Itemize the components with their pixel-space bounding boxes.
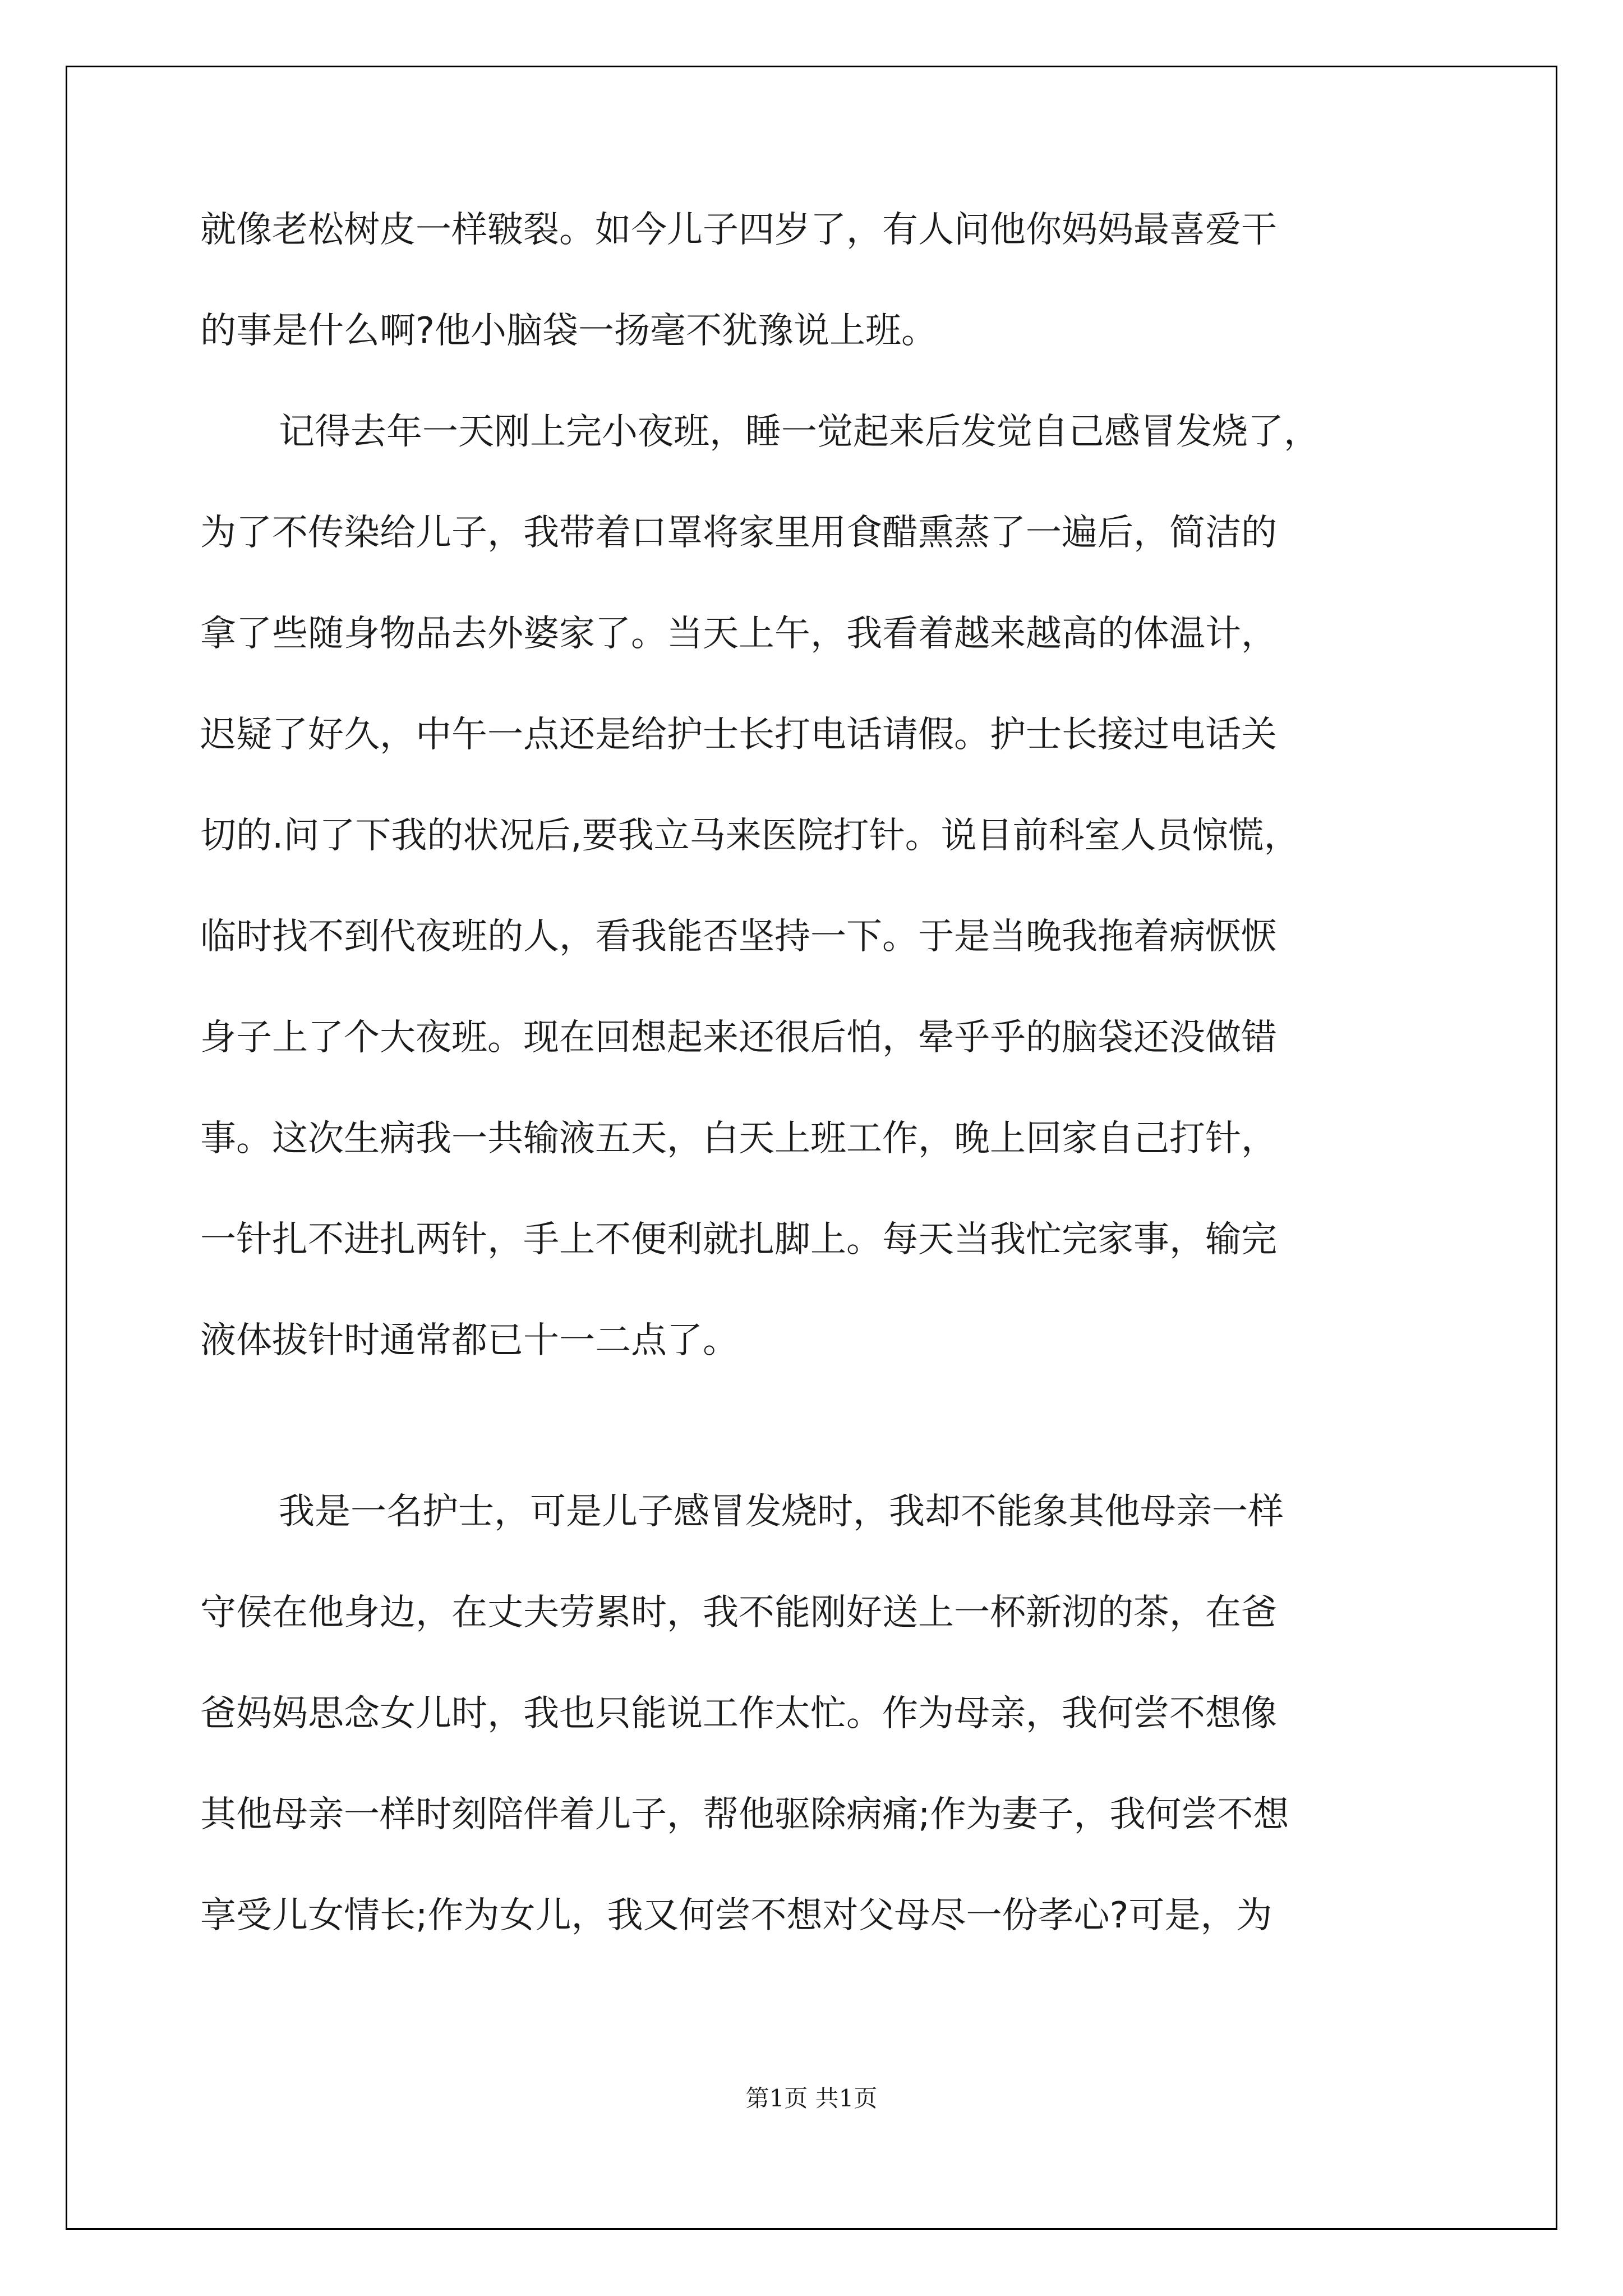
text-line: 事。这次生病我一共输液五天，白天上班工作，晚上回家自己打针， (200, 1118, 1277, 1159)
text-line: 临时找不到代夜班的人，看我能否坚持一下。于是当晚我拖着病恹恹 (200, 916, 1277, 958)
page-number-footer: 第1页 共1页 (745, 2085, 878, 2112)
text-line: 迟疑了好久，中午一点还是给护士长打电话请假。护士长接过电话关 (200, 714, 1277, 756)
text-line: 就像老松树皮一样皲裂。如今儿子四岁了，有人问他你妈妈最喜爱干 (200, 209, 1277, 251)
text-line: 爸妈妈思念女儿时，我也只能说工作太忙。作为母亲，我何尝不想像 (200, 1693, 1277, 1734)
text-line: 的事是什么啊?他小脑袋一扬毫不犹豫说上班。 (200, 310, 937, 352)
text-line: 我是一名护士，可是儿子感冒发烧时，我却不能象其他母亲一样 (279, 1491, 1284, 1533)
text-line: 守侯在他身边，在丈夫劳累时，我不能刚好送上一杯新沏的茶，在爸 (200, 1592, 1277, 1634)
text-line: 液体拔针时通常都已十一二点了。 (200, 1320, 739, 1361)
text-line: 为了不传染给儿子，我带着口罩将家里用食醋熏蒸了一遍后，简洁的 (200, 512, 1277, 554)
text-line: 身子上了个大夜班。现在回想起来还很后怕，晕乎乎的脑袋还没做错 (200, 1017, 1277, 1059)
text-line: 拿了些随身物品去外婆家了。当天上午，我看着越来越高的体温计， (200, 613, 1277, 655)
text-line: 享受儿女情长;作为女儿，我又何尝不想对父母尽一份孝心?可是，为 (200, 1895, 1272, 1936)
text-line: 切的.问了下我的状况后,要我立马来医院打针。说目前科室人员惊慌， (200, 815, 1300, 857)
text-line: 一针扎不进扎两针，手上不便利就扎脚上。每天当我忙完家事，输完 (200, 1219, 1277, 1260)
text-line: 记得去年一天刚上完小夜班，睡一觉起来后发觉自己感冒发烧了， (279, 411, 1320, 453)
text-line: 其他母亲一样时刻陪伴着儿子，帮他驱除病痛;作为妻子，我何尝不想 (200, 1794, 1289, 1835)
